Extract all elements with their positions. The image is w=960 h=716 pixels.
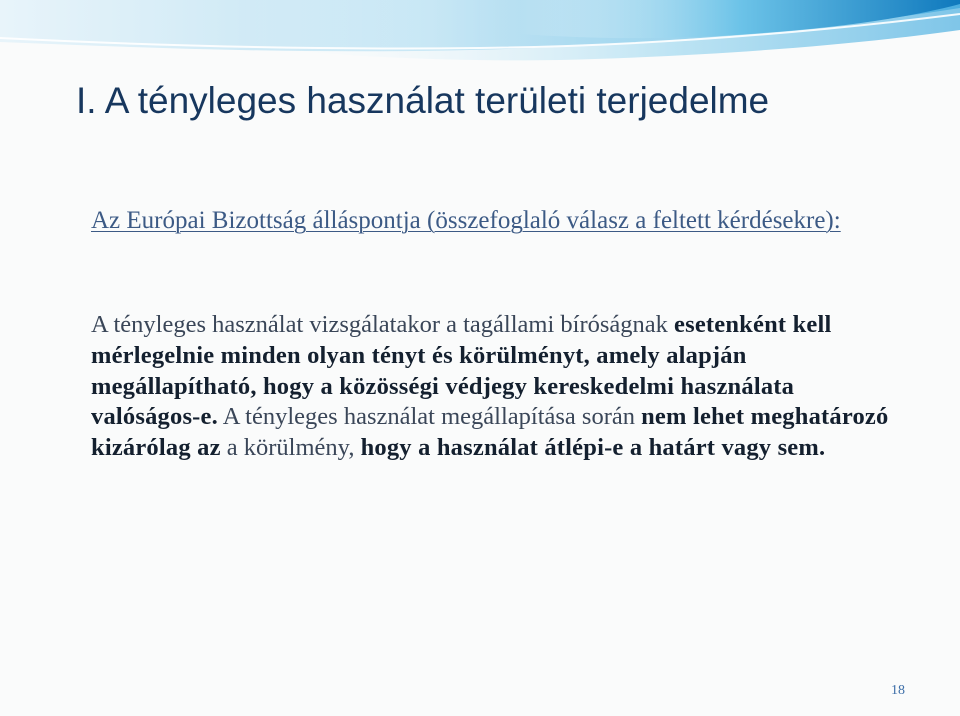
page-number: 18 [891, 683, 905, 698]
text-run-3: A tényleges használat megállapítása során [217, 403, 642, 431]
page-title: I. A tényleges használat területi terjedelme [76, 80, 770, 121]
text-run-6-bold: hogy a használat átlépi-e a határt vagy sem [360, 434, 819, 462]
text-run-2-bold: esetenként kell mérlegelnie minden olyan tényt és körülményt, amely alapján megállapítható, hogy a közösségi védjegy kereskedelmi használata valóságos-e. [91, 311, 832, 431]
text-run-5: a körülmény, [220, 434, 361, 462]
body-paragraph [91, 310, 891, 464]
text-run-1: A tényleges használat vizsgálatakor a tagállami bíróságnak [91, 311, 675, 338]
subtitle-link: Az Európai Bizottság álláspontja (összefoglaló válasz a feltett kérdésekre): [91, 207, 841, 234]
text-run-7: . [819, 434, 826, 462]
text-run-4-bold: nem lehet meghatározó kizárólag az [91, 403, 889, 462]
wave-header-decoration [0, 0, 960, 80]
